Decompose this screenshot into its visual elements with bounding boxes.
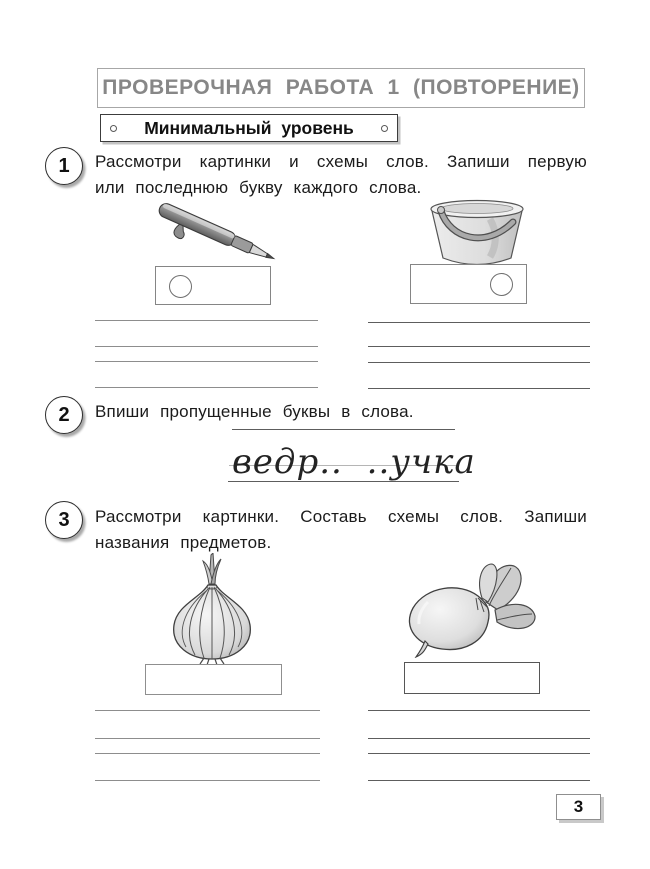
writing-line xyxy=(95,780,320,781)
word-scheme-box-last-letter xyxy=(410,264,527,304)
task-1-number xyxy=(45,147,83,185)
writing-line xyxy=(368,322,590,323)
task-2-number xyxy=(45,396,83,434)
onion-illustration xyxy=(162,553,262,665)
beet-illustration xyxy=(398,556,543,658)
task-3-instruction-line-2: названия предметов. xyxy=(95,533,272,552)
writing-line xyxy=(95,753,320,754)
level-label: Минимальный уровень xyxy=(144,117,354,138)
writing-line xyxy=(368,346,590,347)
writing-line xyxy=(95,346,318,347)
writing-line xyxy=(95,710,320,711)
page-title-box xyxy=(97,68,585,108)
task-1-instruction-line-1: Рассмотри картинки и схемы слов. Запиши первую xyxy=(95,152,587,171)
writing-line xyxy=(368,780,590,781)
level-badge xyxy=(100,114,398,142)
bucket-illustration xyxy=(420,195,535,270)
word-scheme-box-empty-left xyxy=(145,664,282,695)
word-scheme-box-empty-right xyxy=(404,662,540,694)
writing-line xyxy=(368,710,590,711)
screw-hole-icon-left xyxy=(110,125,117,132)
task-1-instruction xyxy=(95,149,587,201)
page-title: ПРОВЕРОЧНАЯ РАБОТА 1 (ПОВТОРЕНИЕ) xyxy=(102,76,580,99)
writing-line xyxy=(95,320,318,321)
task-1-number-label: 1 xyxy=(58,154,70,177)
task-2-instruction-line-1: Впиши пропущенные буквы в слова. xyxy=(95,402,414,421)
writing-line xyxy=(95,387,318,388)
letter-position-circle-right xyxy=(490,273,513,296)
letter-position-circle-left xyxy=(169,275,192,298)
cursive-word-sample: ведр.. ..учка xyxy=(232,442,476,482)
task-3-instruction xyxy=(95,504,587,556)
page-number-badge xyxy=(556,794,601,820)
handwriting-top-line xyxy=(232,429,455,430)
task-2-instruction xyxy=(95,399,587,425)
writing-line xyxy=(368,753,590,754)
screw-hole-icon-right xyxy=(381,125,388,132)
writing-line xyxy=(368,362,590,363)
task-3-number xyxy=(45,501,83,539)
writing-line xyxy=(95,361,318,362)
task-2-number-label: 2 xyxy=(58,403,70,426)
writing-line xyxy=(368,738,590,739)
writing-line xyxy=(95,738,320,739)
task-3-number-label: 3 xyxy=(58,508,70,531)
page-number: 3 xyxy=(573,797,584,816)
writing-line xyxy=(368,388,590,389)
task-1-instruction-line-2: или последнюю букву каждого слова. xyxy=(95,178,422,197)
word-scheme-box-first-letter xyxy=(155,266,271,305)
pen-illustration xyxy=(150,197,285,263)
task-3-instruction-line-1: Рассмотри картинки. Составь схемы слов. Запиши xyxy=(95,507,587,526)
